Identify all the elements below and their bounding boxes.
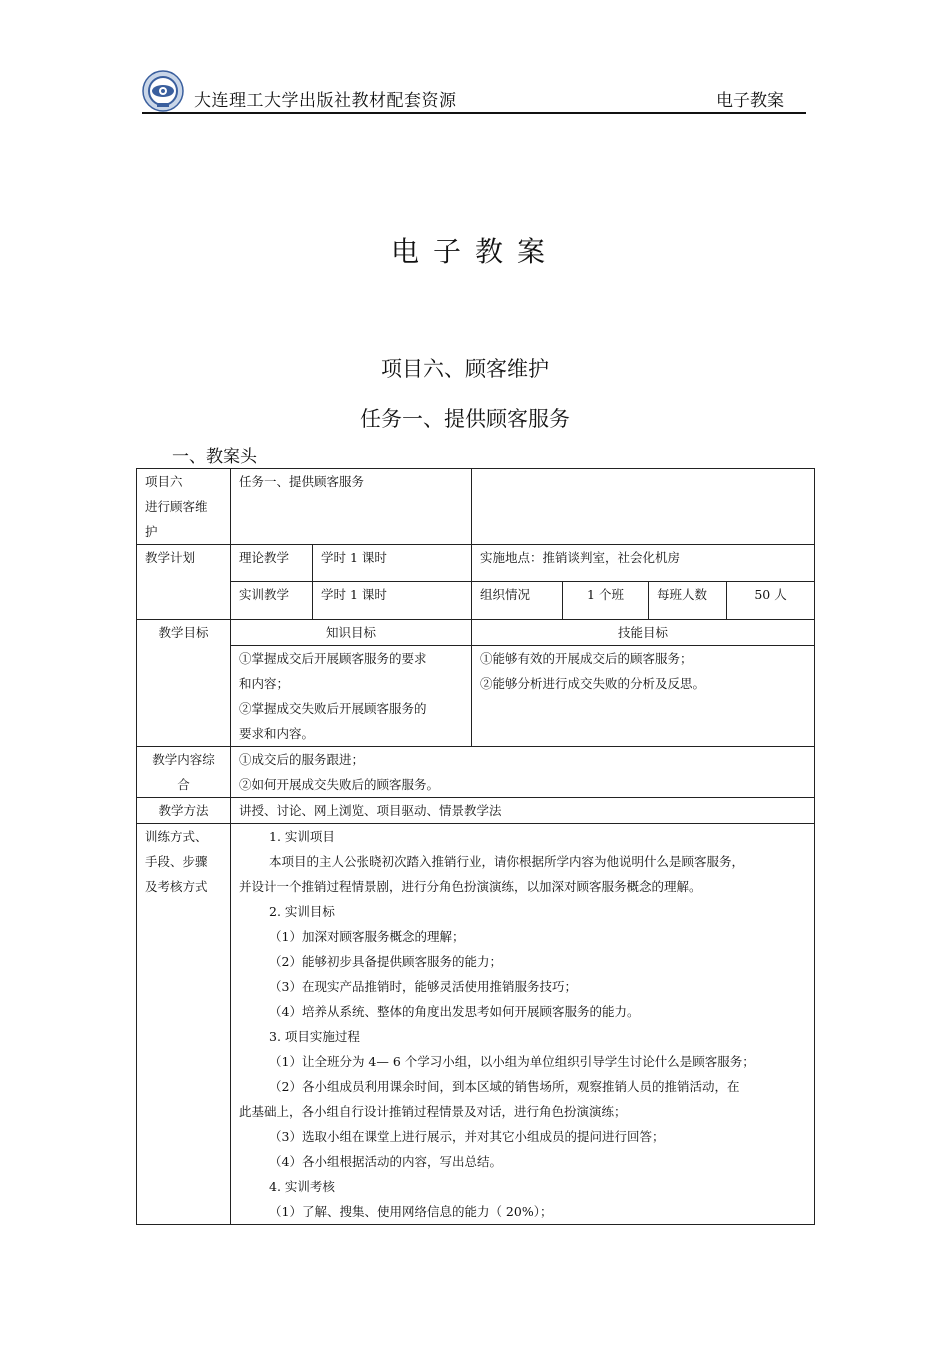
skill-header: 技能目标 xyxy=(472,620,815,646)
location-cell: 实施地点：推销谈判室，社会化机房 xyxy=(472,545,815,582)
table-row xyxy=(137,824,815,1225)
training-cell: 1. 实训项目 本项目的主人公张晓初次踏入推销行业，请你根据所学内容为他说明什么是顾客服务， 并设计一个推销过程情景剧，进行分角色扮演演练，以加深对顾客服务概念的理解。 2. 实训目标 （1）加深对顾客服务概念的理解； （2）能够初步具备提供顾客服务的能力； （3）在现实产品推销时，能够灵活使用推销服务技巧； （4）培养从系统、整体的角度出发思考如何开展顾客服务的能力。 3. 项目实施过程 （1）让全班分为 4— 6 个学习小组，以小组为单位组织引导学生讨论什么是顾客服务； （2）各小组成员利用课余时间，到本区域的销售场所，观察推销人员的推销活动，在 此基础上，各小组自行设计推销过程情景及对话，进行角色扮演演练； （3）选取小组在课堂上进行展示，并对其它小组成员的提问进行回答； （4）各小组根据活动的内容，写出总结。 4. 实训考核 （1）了解、搜集、使用网络信息的能力（ 20%）； xyxy=(231,824,815,1225)
table-row xyxy=(137,469,815,545)
project-cell: 项目六 进行顾客维 护 xyxy=(137,469,231,545)
page-header xyxy=(142,70,806,114)
class-size-label: 每班人数 xyxy=(649,582,727,620)
table-row xyxy=(137,620,815,646)
table-row xyxy=(137,798,815,824)
table-row xyxy=(137,545,815,582)
content-cell: ①成交后的服务跟进； ②如何开展成交失败后的顾客服务。 xyxy=(231,747,815,798)
header-doc-type: 电子教案 xyxy=(716,91,784,111)
practice-hours: 学时 1 课时 xyxy=(313,582,472,620)
publisher-name: 大连理工大学出版社教材配套资源 xyxy=(194,91,457,111)
class-size-value: 50 人 xyxy=(727,582,815,620)
project-title: 项目六、顾客维护 xyxy=(381,357,549,381)
table-row xyxy=(137,747,815,798)
theory-hours: 学时 1 课时 xyxy=(313,545,472,582)
lesson-plan-table xyxy=(136,468,815,1225)
task-title: 任务一、提供顾客服务 xyxy=(360,407,570,431)
org-value: 1 个班 xyxy=(563,582,649,620)
theory-label: 理论教学 xyxy=(231,545,313,582)
table-row xyxy=(137,646,815,747)
table-row xyxy=(137,582,815,620)
skill-objectives: ①能够有效的开展成交后的顾客服务； ②能够分析进行成交失败的分析及反思。 xyxy=(472,646,815,747)
org-label: 组织情况 xyxy=(472,582,563,620)
university-logo-icon xyxy=(142,70,184,112)
knowledge-objectives: ①掌握成交后开展顾客服务的要求 和内容； ②掌握成交失败后开展顾客服务的 要求和内容。 xyxy=(231,646,472,747)
practice-label: 实训教学 xyxy=(231,582,313,620)
plan-label: 教学计划 xyxy=(137,545,231,620)
section-heading: 一、教案头 xyxy=(172,447,257,467)
document-title: 电子教案 xyxy=(390,235,559,268)
training-label: 训练方式、 手段、步骤 及考核方式 xyxy=(137,824,231,1225)
knowledge-header: 知识目标 xyxy=(231,620,472,646)
objectives-label: 教学目标 xyxy=(137,620,231,747)
empty-cell xyxy=(472,469,815,545)
content-label: 教学内容综 合 xyxy=(137,747,231,798)
methods-label: 教学方法 xyxy=(137,798,231,824)
methods-cell: 讲授、讨论、网上浏览、项目驱动、情景教学法 xyxy=(231,798,815,824)
task-cell: 任务一、提供顾客服务 xyxy=(231,469,472,545)
